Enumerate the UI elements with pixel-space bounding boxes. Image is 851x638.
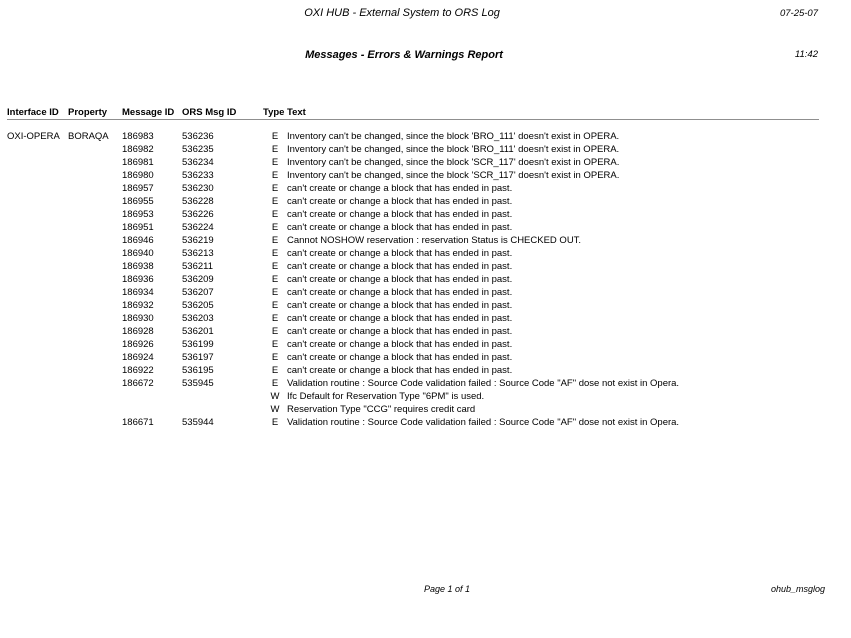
col-header-text: Text [287,107,306,118]
cell-text: can't create or change a block that has ended in past. [287,196,513,207]
report-title: OXI HUB - External System to ORS Log [304,7,500,19]
table-row [0,247,845,260]
cell-message-id: 186922 [122,365,154,376]
table-row [0,351,845,364]
cell-type: E [271,352,279,363]
table-row [0,208,845,221]
cell-text: can't create or change a block that has ended in past. [287,209,513,220]
cell-text: Validation routine : Source Code validation failed : Source Code "AF" dose not exist in Opera. [287,378,680,389]
cell-interface-id [7,403,68,416]
cell-message-id: 186932 [122,300,154,311]
table-row [0,312,845,325]
cell-message-id: 186946 [122,235,154,246]
cell-message-id: 186940 [122,248,154,259]
table-header-row [0,106,851,119]
cell-property [68,234,122,247]
cell-interface-id [7,416,68,429]
cell-property [68,247,122,260]
cell-property [68,364,122,377]
table-row [0,286,845,299]
cell-type: E [271,170,279,181]
cell-ors-msg-id: 536209 [182,274,214,285]
cell-text: Inventory can't be changed, since the block 'SCR_117' doesn't exist in OPERA. [287,157,620,168]
cell-text: Inventory can't be changed, since the block 'BRO_111' doesn't exist in OPERA. [287,131,620,142]
cell-property [68,208,122,221]
cell-property [68,403,122,416]
report-date: 07-25-07 [779,8,818,19]
header-divider [7,119,819,120]
cell-ors-msg-id: 536228 [182,196,214,207]
cell-interface-id [7,221,68,234]
cell-ors-msg-id [182,403,263,416]
cell-text: Validation routine : Source Code validation failed : Source Code "AF" dose not exist in Opera. [287,417,680,428]
cell-type: E [271,248,279,259]
cell-type: E [271,339,279,350]
cell-message-id: 186934 [122,287,154,298]
cell-text: can't create or change a block that has ended in past. [287,183,513,194]
cell-property [68,169,122,182]
cell-text: Ifc Default for Reservation Type "6PM" is used. [287,391,485,402]
col-header-message-id: Message ID [122,107,175,118]
cell-message-id: 186980 [122,170,154,181]
cell-type: E [271,183,279,194]
cell-interface-id [7,156,68,169]
cell-type: E [271,196,279,207]
table-row [0,260,845,273]
table-row [0,234,845,247]
table-row [0,195,845,208]
cell-property [68,221,122,234]
cell-interface-id [7,325,68,338]
cell-ors-msg-id: 536230 [182,183,214,194]
report-filename: ohub_msglog [770,584,825,594]
cell-interface-id [7,312,68,325]
cell-ors-msg-id: 536197 [182,352,214,363]
cell-ors-msg-id: 536235 [182,144,214,155]
cell-interface-id [7,208,68,221]
cell-message-id: 186982 [122,144,154,155]
cell-type: W [270,404,280,415]
cell-ors-msg-id [182,390,263,403]
cell-property [68,260,122,273]
cell-type: E [271,365,279,376]
cell-property [68,351,122,364]
col-header-interface-id: Interface ID [7,107,59,118]
col-header-ors-msg-id: ORS Msg ID [182,107,237,118]
cell-text: can't create or change a block that has ended in past. [287,300,513,311]
cell-message-id: 186936 [122,274,154,285]
col-header-type: Type [263,107,285,118]
cell-message-id [122,403,182,416]
page-number: Page 1 of 1 [424,584,471,594]
cell-property [68,390,122,403]
cell-property: BORAQA [68,131,109,142]
table-row [0,364,845,377]
cell-property [68,377,122,390]
table-row [0,299,845,312]
cell-interface-id [7,286,68,299]
cell-property [68,273,122,286]
cell-interface-id [7,338,68,351]
cell-text: can't create or change a block that has ended in past. [287,326,513,337]
cell-property [68,312,122,325]
cell-message-id: 186951 [122,222,154,233]
cell-ors-msg-id: 536226 [182,209,214,220]
cell-interface-id [7,364,68,377]
cell-message-id: 186981 [122,157,154,168]
cell-text: Cannot NOSHOW reservation : reservation Status is CHECKED OUT. [287,235,582,246]
cell-type: E [271,326,279,337]
cell-type: E [271,261,279,272]
cell-property [68,416,122,429]
table-row [0,182,845,195]
cell-interface-id [7,351,68,364]
table-row [0,143,845,156]
cell-type: E [271,287,279,298]
cell-ors-msg-id: 536201 [182,326,214,337]
cell-interface-id: OXI-OPERA [7,131,60,142]
cell-interface-id [7,273,68,286]
cell-interface-id [7,390,68,403]
cell-message-id [122,390,182,403]
cell-type: E [271,274,279,285]
cell-ors-msg-id: 536207 [182,287,214,298]
cell-type: E [271,144,279,155]
cell-message-id: 186672 [122,378,154,389]
cell-ors-msg-id: 536195 [182,365,214,376]
cell-message-id: 186926 [122,339,154,350]
table-row [0,169,845,182]
cell-interface-id [7,247,68,260]
cell-text: can't create or change a block that has ended in past. [287,313,513,324]
table-row [0,221,845,234]
cell-ors-msg-id: 536211 [182,261,213,272]
cell-message-id: 186955 [122,196,154,207]
cell-type: E [271,222,279,233]
cell-type: E [271,131,279,142]
cell-text: can't create or change a block that has ended in past. [287,287,513,298]
table-row [0,156,845,169]
cell-ors-msg-id: 536199 [182,339,214,350]
cell-ors-msg-id: 536205 [182,300,214,311]
cell-interface-id [7,169,68,182]
cell-text: can't create or change a block that has ended in past. [287,339,513,350]
table-row [0,377,845,390]
table-body [0,130,845,429]
cell-text: can't create or change a block that has ended in past. [287,222,513,233]
cell-message-id: 186671 [122,417,154,428]
table-row [0,416,845,429]
report-time: 11:42 [794,49,818,60]
cell-interface-id [7,234,68,247]
cell-property [68,286,122,299]
cell-text: can't create or change a block that has ended in past. [287,352,513,363]
cell-ors-msg-id: 536213 [182,248,214,259]
cell-type: E [271,300,279,311]
cell-ors-msg-id: 535945 [182,378,214,389]
cell-ors-msg-id: 536233 [182,170,214,181]
cell-text: can't create or change a block that has ended in past. [287,261,513,272]
cell-message-id: 186928 [122,326,154,337]
cell-ors-msg-id: 536219 [182,235,214,246]
cell-property [68,182,122,195]
cell-ors-msg-id: 536236 [182,131,214,142]
cell-ors-msg-id: 536234 [182,157,214,168]
report-subtitle: Messages - Errors & Warnings Report [305,49,503,61]
cell-interface-id [7,299,68,312]
cell-text: can't create or change a block that has ended in past. [287,248,513,259]
table-row [0,403,845,416]
cell-text: Inventory can't be changed, since the block 'SCR_117' doesn't exist in OPERA. [287,170,620,181]
cell-message-id: 186957 [122,183,154,194]
cell-interface-id [7,182,68,195]
cell-property [68,338,122,351]
cell-property [68,195,122,208]
cell-ors-msg-id: 536203 [182,313,214,324]
cell-property [68,156,122,169]
table-row [0,338,845,351]
col-header-property: Property [68,107,108,118]
cell-ors-msg-id: 535944 [182,417,214,428]
cell-type: E [271,209,279,220]
cell-message-id: 186924 [122,352,154,363]
cell-text: Inventory can't be changed, since the block 'BRO_111' doesn't exist in OPERA. [287,144,620,155]
cell-message-id: 186930 [122,313,154,324]
cell-type: E [271,235,279,246]
table-row [0,273,845,286]
cell-message-id: 186938 [122,261,154,272]
cell-text: can't create or change a block that has ended in past. [287,274,513,285]
cell-property [68,143,122,156]
cell-type: E [271,417,279,428]
cell-interface-id [7,195,68,208]
table-row [0,130,845,143]
cell-text: can't create or change a block that has ended in past. [287,365,513,376]
cell-interface-id [7,377,68,390]
cell-message-id: 186983 [122,131,154,142]
cell-type: E [271,313,279,324]
table-row [0,325,845,338]
cell-message-id: 186953 [122,209,154,220]
cell-interface-id [7,260,68,273]
cell-interface-id [7,143,68,156]
cell-type: E [271,378,279,389]
cell-type: W [270,391,280,402]
cell-type: E [271,157,279,168]
cell-ors-msg-id: 536224 [182,222,214,233]
cell-text: Reservation Type "CCG" requires credit card [287,404,476,415]
cell-property [68,299,122,312]
cell-property [68,325,122,338]
table-row [0,390,845,403]
